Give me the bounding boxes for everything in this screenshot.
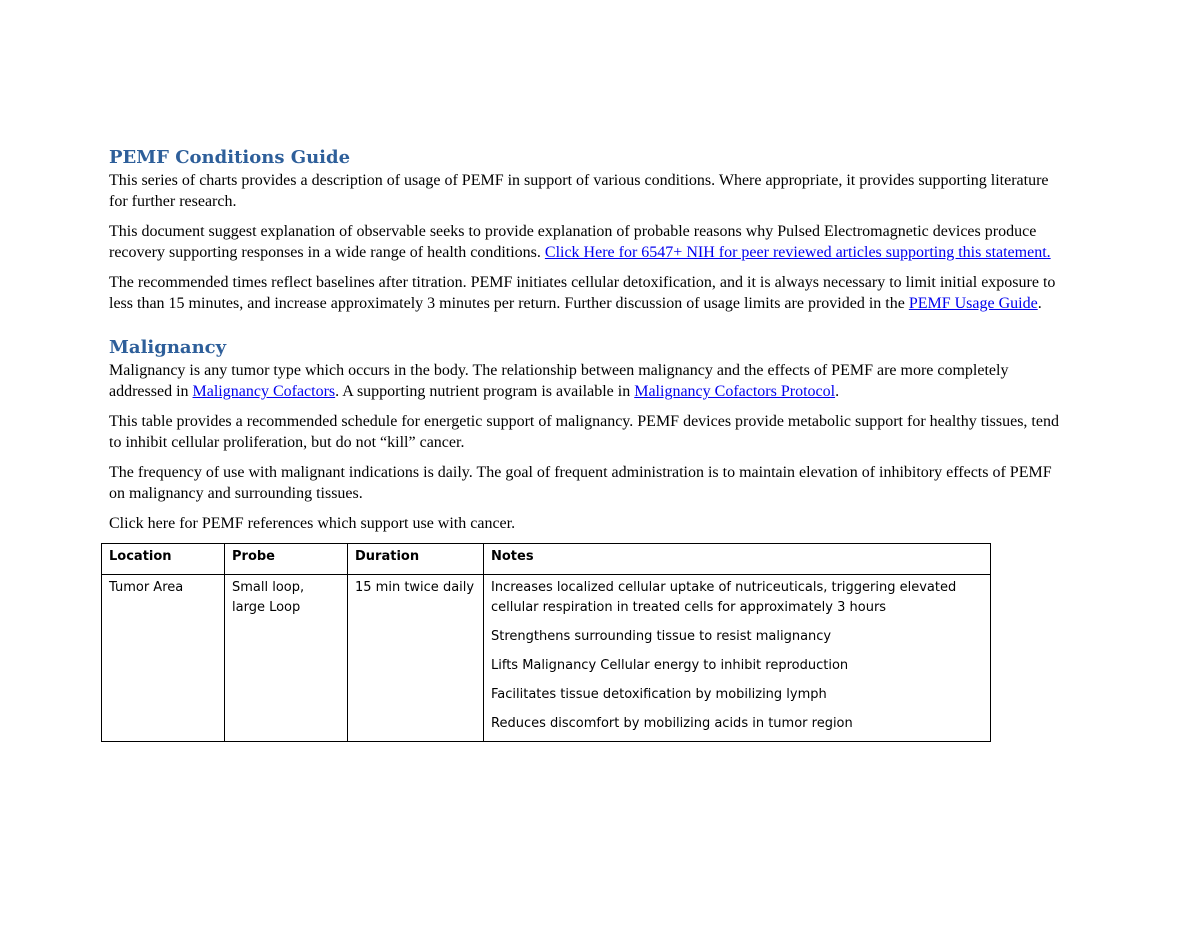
intro-paragraph-3-end: .: [1037, 295, 1042, 312]
malignancy-paragraph-1-b: . A supporting nutrient program is available in: [335, 383, 635, 400]
malignancy-schedule-table: [101, 543, 991, 742]
pemf-usage-guide-link[interactable]: PEMF Usage Guide: [908, 295, 1038, 312]
header-duration: Duration: [348, 544, 484, 575]
header-notes: Notes: [484, 544, 991, 575]
intro-paragraph-3-text: The recommended times reflect baselines after titration. PEMF initiates cellular detoxification, and it is always necessary to limit initial exposure to less than 15 minutes, and increase approximately 3 minutes per return. Further discussion of usage limits are provided in the: [109, 274, 1056, 312]
header-probe: Probe: [225, 544, 348, 575]
document-page: [109, 146, 1069, 742]
intro-paragraph-3: [109, 272, 1069, 314]
malignancy-heading: Malignancy: [109, 337, 227, 358]
malignancy-paragraph-1-a: Malignancy is any tumor type which occurs in the body. The relationship between malignancy and the effects of PEMF are more completely addressed in: [109, 362, 1009, 400]
malignancy-paragraph-1: [109, 360, 1069, 402]
note-item: Reduces discomfort by mobilizing acids in tumor region: [491, 716, 853, 731]
note-item: Facilitates tissue detoxification by mobilizing lymph: [491, 687, 827, 702]
header-location: Location: [102, 544, 225, 575]
note-item: Strengthens surrounding tissue to resist malignancy: [491, 629, 832, 644]
intro-paragraph-1: This series of charts provides a description of usage of PEMF in support of various conditions. Where appropriate, it provides supporting literature for further research.: [109, 172, 1049, 210]
intro-paragraph-2: [109, 221, 1069, 263]
malignancy-paragraph-1-c: .: [835, 383, 840, 400]
cell-probe: Small loop, large Loop: [225, 575, 348, 742]
malignancy-paragraph-2: This table provides a recommended schedule for energetic support of malignancy. PEMF devices provide metabolic support for healthy tissues, tend to inhibit cellular proliferation, but do not “kill” cancer.: [109, 413, 1059, 451]
cell-location: Tumor Area: [102, 575, 225, 742]
note-item: Lifts Malignancy Cellular energy to inhibit reproduction: [491, 658, 849, 673]
intro-paragraph-2-text: This document suggest explanation of observable seeks to provide explanation of probable reasons why Pulsed Electromagnetic devices produce recovery supporting responses in a wide range of health conditions.: [109, 223, 1037, 261]
table-header-row: [102, 544, 991, 575]
malignancy-cofactors-protocol-link[interactable]: Malignancy Cofactors Protocol: [634, 383, 836, 400]
page-title: PEMF Conditions Guide: [109, 147, 351, 168]
malignancy-cofactors-link[interactable]: Malignancy Cofactors: [192, 383, 336, 400]
cell-notes: [484, 575, 991, 742]
malignancy-paragraph-4: Click here for PEMF references which support use with cancer.: [109, 515, 516, 532]
table-row: [102, 575, 991, 742]
cell-duration: 15 min twice daily: [348, 575, 484, 742]
nih-articles-link[interactable]: Click Here for 6547+ NIH for peer reviewed articles supporting this statement.: [544, 244, 1051, 261]
note-item: Increases localized cellular uptake of nutriceuticals, triggering elevated cellular respiration in treated cells for approximately 3 hours: [491, 580, 957, 615]
malignancy-paragraph-3: The frequency of use with malignant indications is daily. The goal of frequent administration is to maintain elevation of inhibitory effects of PEMF on malignancy and surrounding tissues.: [109, 464, 1052, 502]
